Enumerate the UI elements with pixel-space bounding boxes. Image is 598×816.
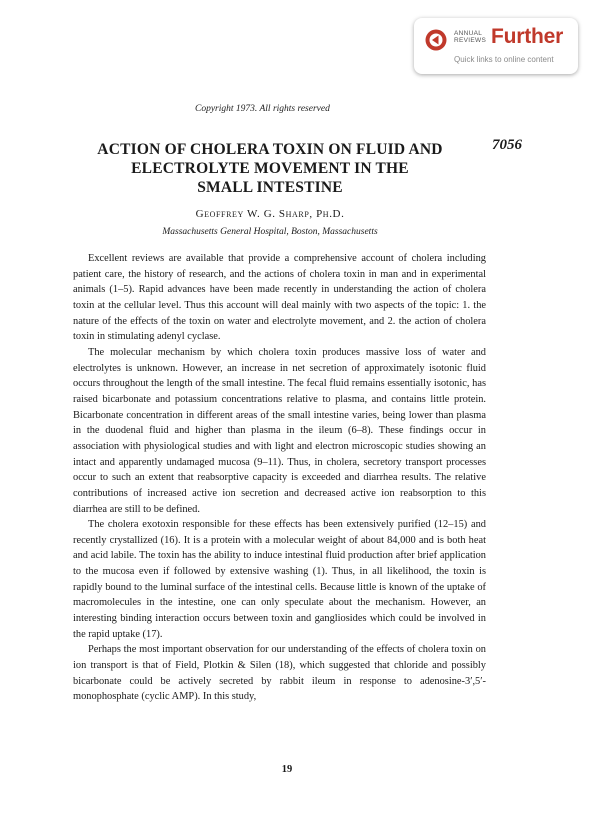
further-banner[interactable] (414, 18, 578, 74)
title-line1: ACTION OF CHOLERA TOXIN ON FLUID AND (97, 141, 443, 158)
title-line3: SMALL INTESTINE (197, 179, 343, 196)
paragraph: The molecular mechanism by which cholera toxin produces massive loss of water and electrolytes is unknown. However, an increase in net secretion of approximately isotonic fluid occurs throughout the length of the small intestine. The fecal fluid remains essentially isotonic, has raised bicarbonate and potassium concentrations relative to plasma, and contains little protein. Bicarbonate concentration in different areas of the small intestine varies, being lower than plasma in the duodenal fluid and higher than plasma in the ileum (6–8). These findings occur in association with physiological studies and with light and electron microscopic studies showing an intact and apparently undamaged mucosa (9–11). Thus, in cholera, secretory transport processes occur to such an extent that reabsorptive capacity is exceeded and diarrhea results. The relative contributions of increased active ion secretion and decreased active ion reabsorption to this diarrhea are still to be defined. (73, 346, 486, 515)
author-name: Geoffrey W. G. Sharp, Ph.D. (195, 208, 345, 220)
article-title (60, 140, 480, 197)
title-line2: ELECTROLYTE MOVEMENT IN THE (131, 160, 409, 177)
annual-reviews-brand (454, 30, 486, 44)
further-title[interactable]: Further (491, 25, 564, 48)
annual-reviews-logo-icon (425, 29, 447, 51)
page-code: 7056 (492, 137, 522, 153)
brand-line2: REVIEWS (454, 37, 487, 44)
brand-line1: ANNUAL (454, 30, 483, 37)
paragraph: Excellent reviews are available that provide a comprehensive account of cholera including patient care, the history of research, and the actions of cholera toxin in man and in experimental animals (1–5). Rapid advances have been made recently in understanding the action of cholera toxin at the cellular level. Thus this account will deal mainly with two aspects of the topic: 1. the nature of the effects of the toxin on water and electrolyte movement, and 2. the action of cholera toxin in stimulating adenyl cyclase. (73, 253, 486, 343)
article-body (73, 251, 486, 705)
author-affiliation: Massachusetts General Hospital, Boston, Massachusetts (162, 227, 378, 237)
paragraph: The cholera exotoxin responsible for these effects has been extensively purified (12–15) and recently crystallized (16). It is a protein with a molecular weight of about 84,000 and is both heat and acid labile. The toxin has the ability to induce intestinal fluid production after brief application to the mucosa even if followed by extensive washing (1). Thus, in all likelihood, the toxin is rapidly bound to the luminal surface of the intestinal cells. Because little is known of the uptake of macromolecules in the intestine, one can only speculate about the mechanism. However, an interesting binding interaction occurs between toxin and gangliosides which could be involved in the rapid uptake (17). (73, 519, 486, 640)
page-number: 19 (281, 764, 293, 775)
paragraph: Perhaps the most important observation for our understanding of the effects of cholera toxin on ion transport is that of Field, Plotkin & Silen (18), which suggested that chloride and possibly bicarbonate could be actively secreted by rabbit ileum in response to adenosine-3′,5′-monophosphate (cyclic AMP). In this study, (73, 644, 486, 703)
further-subtitle[interactable]: Quick links to online content (454, 55, 554, 64)
copyright-notice: Copyright 1973. All rights reserved (195, 104, 330, 114)
